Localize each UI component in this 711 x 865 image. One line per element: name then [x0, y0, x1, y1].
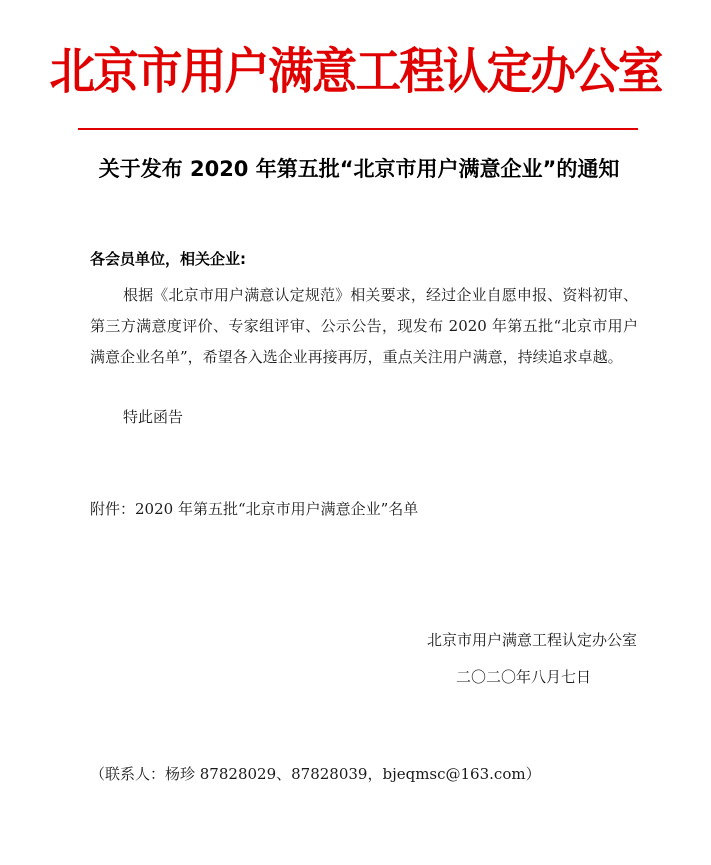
- closing-phrase: 特此函告: [123, 408, 184, 426]
- signature-organization: 北京市用户满意工程认定办公室: [426, 631, 637, 649]
- salutation: 各会员单位，相关企业:: [90, 250, 246, 268]
- body-paragraph: 根据《北京市用户满意认定规范》相关要求，经过企业自愿申报、资料初审、第三方满意度评价、专家组评审、公示公告，现发布 2020 年第五批“北京市用户满意企业名单”，希望各入选企业再接再厉，重点关注用户满意，持续追求卓越。: [90, 286, 638, 366]
- attachment-line: 附件：2020 年第五批“北京市用户满意企业”名单: [90, 500, 419, 518]
- letterhead-divider: [78, 128, 638, 130]
- signature-date: 二〇二〇年八月七日: [455, 668, 591, 686]
- letterhead-title: 北京市用户满意工程认定办公室: [49, 43, 662, 100]
- notice-title: 关于发布 2020 年第五批“北京市用户满意企业”的通知: [98, 157, 620, 181]
- contact-info: （联系人：杨珍 87828029、87828039，bjeqmsc@163.com）: [90, 765, 541, 783]
